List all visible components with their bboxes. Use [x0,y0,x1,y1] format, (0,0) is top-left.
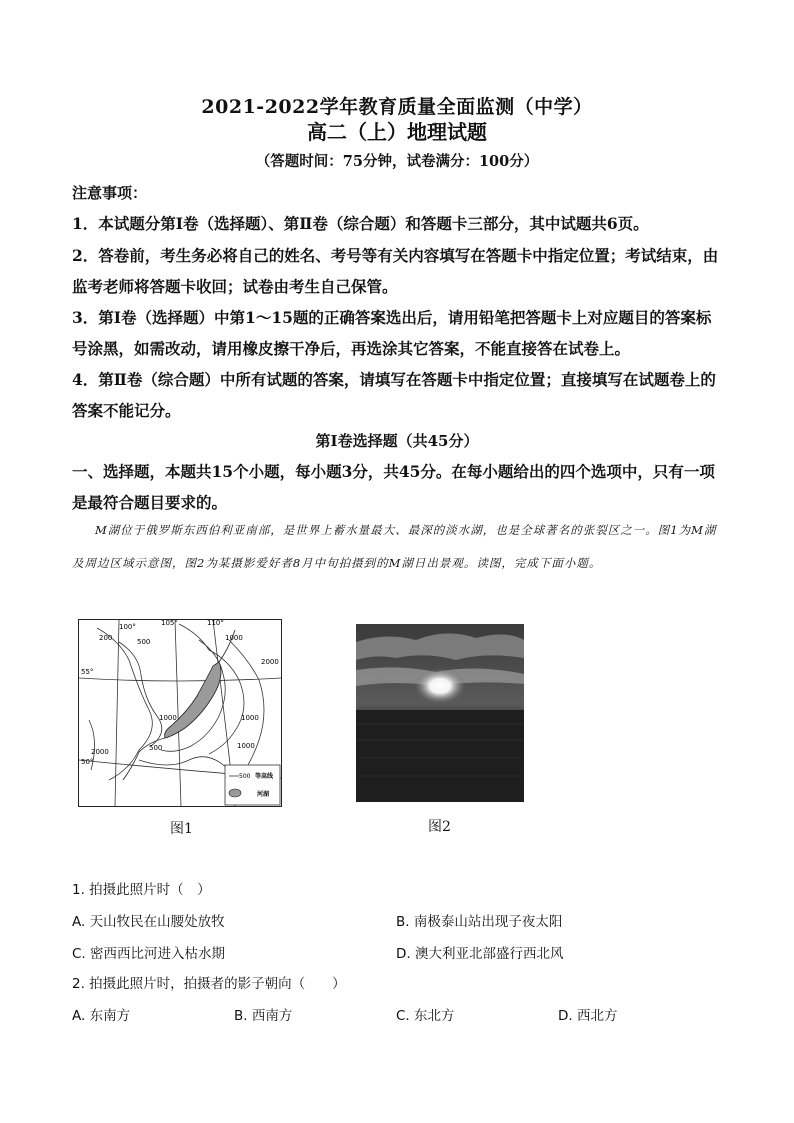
figure-2-caption: 图2 [428,819,451,835]
question-2-option-a: A. 东南方 [72,1008,131,1024]
contour-label: 2000 [261,658,279,666]
contour-label: 500 [149,744,163,752]
contour-label: 1000 [237,742,255,750]
sunrise-photo-svg [356,624,524,802]
lon-label-110: 110° [207,620,224,627]
contour-label: 200 [99,634,113,642]
question-1-option-a: A. 天山牧民在山腰处放牧 [72,914,225,930]
lat-label-55: 55° [81,668,94,676]
question-intro: M湖位于俄罗斯东西伯利亚南部，是世界上蓄水量最大、最深的淡水湖，也是全球著名的张裂区之一。图1为M湖及周边区域示意图，图2为某摄影爱好者8月中旬拍摄到的M湖日出景观。读图，完成下面小题。 [72,523,717,570]
contour-label: 1000 [241,714,259,722]
question-1-option-c: C. 密西西比河进入枯水期 [72,946,226,962]
question-1-option-d: D. 澳大利亚北部盛行西北风 [396,946,564,962]
question-2-option-c: C. 东北方 [396,1008,455,1024]
contour-line [97,628,152,780]
exam-title: 2021-2022学年教育质量全面监测（中学） [201,96,593,118]
legend-contour-label: 等高线 [255,773,274,780]
section-instruction: 一、选择题，本题共15个小题，每小题3分，共45分。在每小题给出的四个选项中，只有一项是最符合题目要求的。 [72,462,715,512]
contour-label: 1000 [159,714,177,722]
exam-subject: 高二（上）地理试题 [307,120,487,144]
question-2-stem: 2. 拍摄此照片时，拍摄者的影子朝向（ ） [72,976,346,992]
figure-1-map [78,619,282,807]
note-item-3: 3．第Ⅰ卷（选择题）中第1～15题的正确答案选出后，请用铅笔把答题卡上对应题目的答案标号涂黑，如需改动，请用橡皮擦干净后，再选涂其它答案，不能直接答在试卷上。 [72,308,712,358]
lon-label-100: 100° [119,623,136,631]
section-title: 第Ⅰ卷选择题（共45分） [315,432,479,450]
meridian-lines [115,620,235,806]
legend-contour-value: 500 [239,773,251,780]
notes-heading: 注意事项： [72,184,148,202]
question-1-option-b: B. 南极泰山站出现子夜太阳 [396,914,563,930]
lake-map-svg [79,620,281,806]
contour-label: 1000 [225,634,243,642]
contour-line [119,642,162,746]
map-legend-box [225,765,280,805]
contour-label: 2000 [91,748,109,756]
question-2-option-b: B. 西南方 [234,1008,293,1024]
lat-label-50: 50° [81,758,94,766]
sun-glow [414,668,466,704]
exam-time-info: （答题时间：75分钟，试卷满分：100分） [255,153,539,170]
note-item-2: 2．答卷前，考生务必将自己的姓名、考号等有关内容填写在答题卡中指定位置；考试结束，由监考老师将答题卡收回；试卷由考生自己保管。 [72,246,719,296]
note-item-4: 4．第Ⅱ卷（综合题）中所有试题的答案，请填写在答题卡中指定位置；直接填写在试题卷上的答案不能记分。 [72,370,716,420]
legend-lake-symbol [229,789,241,797]
question-2-option-d: D. 西北方 [558,1008,618,1024]
figure-2-photo [356,624,524,802]
legend-lake-label: 河湖 [257,791,270,798]
figure-1-caption: 图1 [170,821,193,837]
lon-label-105: 105° [161,620,178,627]
question-1-stem: 1. 拍摄此照片时（ ） [72,882,211,898]
note-item-1: 1．本试题分第Ⅰ卷（选择题）、第Ⅱ卷（综合题）和答题卡三部分，其中试题共6页。 [72,214,649,233]
contour-label: 500 [137,638,151,646]
